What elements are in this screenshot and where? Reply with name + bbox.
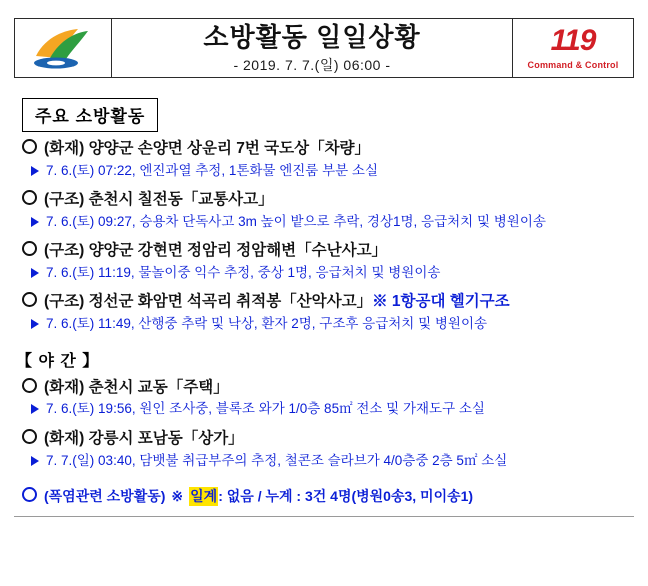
incident-detail bbox=[31, 400, 648, 418]
incident-detail-text: 7. 6.(토) 19:56, 원인 조사중, 블록조 와가 1/0층 85㎡ 전소 및 가재도구 소실 bbox=[46, 401, 485, 417]
page-title: 소방활동 일일상황 bbox=[203, 21, 421, 52]
heatwave-summary bbox=[22, 486, 648, 506]
incident-title-text: (화재) 강릉시 포남동「상가」 bbox=[44, 429, 244, 447]
circle-bullet-icon bbox=[22, 241, 37, 256]
heatwave-rest: : 없음 / 누계 : 3건 4명(병원0송3, 미이송1) bbox=[218, 487, 474, 504]
list-item bbox=[22, 377, 648, 419]
header-center bbox=[112, 19, 512, 77]
incident-title bbox=[22, 291, 648, 313]
triangle-bullet-icon bbox=[31, 166, 39, 176]
incident-title-text: (구조) 정선군 화암면 석곡리 취적봉「산악사고」 bbox=[44, 293, 373, 311]
triangle-bullet-icon bbox=[31, 319, 39, 329]
incident-title-text: (구조) 양양군 강현면 정암리 정암해변「수난사고」 bbox=[44, 242, 388, 260]
heatwave-label: (폭염관련 소방활동) bbox=[44, 487, 166, 504]
incident-detail-text: 7. 6.(토) 11:49, 산행중 추락 및 낙상, 환자 2명, 구조후 응급처치 및 병원이송 bbox=[46, 316, 488, 332]
circle-bullet-icon bbox=[22, 139, 37, 154]
incident-title-text: (화재) 춘천시 교동「주택」 bbox=[44, 378, 229, 396]
list-item bbox=[22, 138, 648, 180]
triangle-bullet-icon bbox=[31, 217, 39, 227]
list-item bbox=[22, 428, 648, 470]
incident-note: ※ 1항공대 헬기구조 bbox=[372, 293, 510, 311]
circle-bullet-icon bbox=[22, 429, 37, 444]
heatwave-highlight: 일계 bbox=[190, 487, 218, 504]
report-header bbox=[14, 18, 634, 78]
incident-detail bbox=[31, 213, 648, 231]
circle-bullet-icon bbox=[22, 190, 37, 205]
fire-agency-logo-icon bbox=[26, 26, 100, 70]
daily-report-page bbox=[0, 18, 648, 586]
report-date: - 2019. 7. 7.(일) 06:00 - bbox=[233, 57, 391, 74]
night-incident-list bbox=[22, 377, 648, 470]
incident-detail bbox=[31, 452, 648, 470]
incident-detail bbox=[31, 315, 648, 333]
agency-logo bbox=[15, 19, 112, 77]
incident-detail-text: 7. 6.(토) 09:27, 승용차 단독사고 3m 높이 밭으로 추락, 경상1명, 응급처치 및 병원이송 bbox=[46, 214, 546, 230]
incident-title bbox=[22, 189, 648, 211]
badge-119-text: 119 bbox=[550, 24, 596, 57]
incident-detail-text: 7. 6.(토) 11:19, 물놀이중 익수 추정, 중상 1명, 응급처치 및 병원이송 bbox=[46, 265, 441, 281]
heatwave-mark: ※ bbox=[171, 487, 184, 504]
incident-title bbox=[22, 377, 648, 399]
incident-title-text: (구조) 춘천시 칠전동「교통사고」 bbox=[44, 191, 274, 209]
footer-divider bbox=[14, 516, 634, 517]
circle-bullet-icon bbox=[22, 292, 37, 307]
incident-detail bbox=[31, 264, 648, 282]
list-item bbox=[22, 240, 648, 282]
incident-list bbox=[22, 138, 648, 334]
incident-detail-text: 7. 6.(토) 07:22, 엔진과열 추정, 1톤화물 엔진룸 부분 소실 bbox=[46, 162, 379, 178]
section-title: 주요 소방활동 bbox=[22, 98, 158, 132]
emergency-badge bbox=[512, 19, 633, 77]
badge-subtitle: Command & Control bbox=[527, 60, 619, 70]
incident-title bbox=[22, 428, 648, 450]
night-section-heading: 【 야 간 】 bbox=[16, 352, 100, 370]
circle-bullet-icon bbox=[22, 378, 37, 393]
incident-detail bbox=[31, 162, 648, 180]
incident-title bbox=[22, 240, 648, 262]
list-item bbox=[22, 189, 648, 231]
incident-title bbox=[22, 138, 648, 160]
incident-title-text: (화재) 양양군 손양면 상운리 7번 국도상「차량」 bbox=[44, 140, 371, 157]
triangle-bullet-icon bbox=[31, 268, 39, 278]
incident-detail-text: 7. 7.(일) 03:40, 담뱃불 취급부주의 추정, 철콘조 슬라브가 4/0층중 2층 5㎡ 소실 bbox=[46, 452, 508, 468]
list-item bbox=[22, 291, 648, 333]
circle-bullet-icon bbox=[22, 487, 37, 502]
triangle-bullet-icon bbox=[31, 404, 39, 414]
triangle-bullet-icon bbox=[31, 456, 39, 466]
